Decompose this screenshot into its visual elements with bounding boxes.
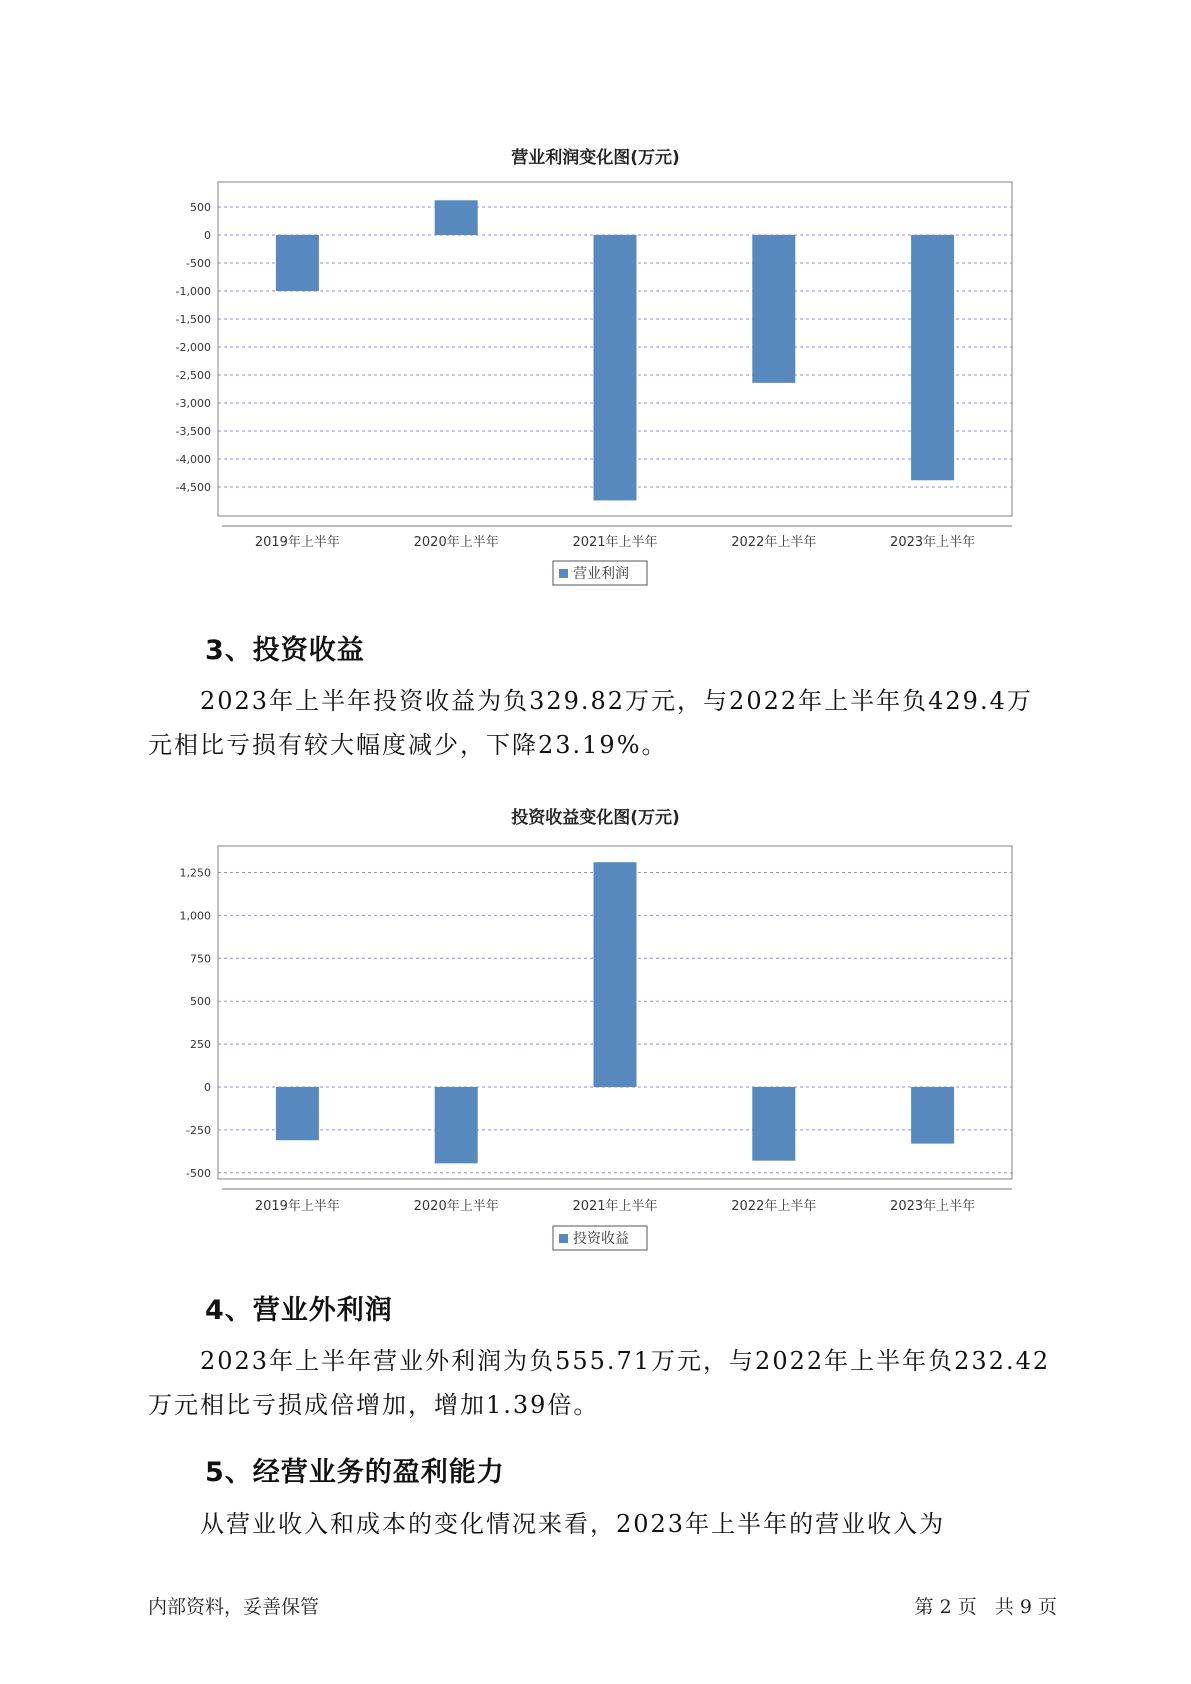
op-ytick-label: -4,500 xyxy=(175,481,211,494)
op-bar xyxy=(594,235,637,500)
op-legend-label: 营业利润 xyxy=(573,566,629,582)
inv-ytick-label: 0 xyxy=(204,1081,211,1094)
investment-income-chart xyxy=(0,828,1191,1252)
inv-legend-swatch xyxy=(559,1234,568,1243)
section4-heading: 4、营业外利润 xyxy=(205,1295,393,1326)
chart2-title: 投资收益变化图(万元) xyxy=(511,808,680,828)
inv-ytick-label: 1,250 xyxy=(179,866,211,880)
inv-bar xyxy=(435,1087,478,1163)
section3-paragraph: 2023年上半年投资收益为负329.82万元，与2022年上半年负429.4万元相比亏损有较大幅度减少，下降23.19%。 xyxy=(148,687,1033,759)
op-legend-swatch xyxy=(559,569,568,578)
op-ytick-label: 0 xyxy=(204,229,211,242)
section5-heading: 5、经营业务的盈利能力 xyxy=(205,1457,505,1488)
op-ytick-label: -2,000 xyxy=(175,341,211,354)
op-ytick-label: 500 xyxy=(190,201,211,214)
op-xtick-label: 2023年上半年 xyxy=(890,535,976,550)
section5-paragraph: 从营业收入和成本的变化情况来看，2023年上半年的营业收入为 xyxy=(200,1510,946,1538)
op-bar xyxy=(276,235,319,291)
inv-ytick-label: 1,000 xyxy=(179,909,211,923)
inv-ytick-label: 500 xyxy=(190,995,211,1009)
inv-legend-label: 投资收益 xyxy=(573,1231,629,1247)
inv-ytick-label: 750 xyxy=(190,952,211,966)
op-xtick-label: 2019年上半年 xyxy=(254,535,340,550)
inv-xtick-label: 2019年上半年 xyxy=(254,1199,340,1214)
op-ytick-label: -1,500 xyxy=(175,313,211,326)
operating-profit-chart xyxy=(0,168,1191,600)
op-xtick-label: 2020年上半年 xyxy=(413,535,499,550)
inv-xtick-label: 2020年上半年 xyxy=(413,1199,499,1214)
op-ytick-label: -2,500 xyxy=(175,369,211,382)
section4-paragraph: 2023年上半年营业外利润为负555.71万元，与2022年上半年负232.42万元相比亏损成倍增加，增加1.39倍。 xyxy=(148,1347,1051,1419)
op-xtick-label: 2022年上半年 xyxy=(731,535,817,550)
inv-ytick-label: -250 xyxy=(186,1123,211,1137)
op-ytick-label: -4,000 xyxy=(175,453,211,466)
inv-xtick-label: 2022年上半年 xyxy=(731,1199,817,1214)
op-ytick-label: -3,500 xyxy=(175,425,211,438)
inv-ytick-label: -500 xyxy=(186,1166,211,1180)
inv-bar xyxy=(276,1087,319,1140)
op-ytick-label: -3,000 xyxy=(175,397,211,410)
op-ytick-label: -500 xyxy=(186,257,211,270)
op-bar xyxy=(911,235,954,480)
inv-ytick-label: 250 xyxy=(190,1038,211,1052)
footer-page-number: 第 2 页 共 9 页 xyxy=(914,1596,1057,1618)
op-bar xyxy=(752,235,795,383)
inv-bar xyxy=(594,862,637,1087)
op-xtick-label: 2021年上半年 xyxy=(572,535,658,550)
inv-xtick-label: 2023年上半年 xyxy=(890,1199,976,1214)
op-bar xyxy=(435,200,478,235)
section3-heading: 3、投资收益 xyxy=(205,635,365,666)
inv-bar xyxy=(752,1087,795,1161)
inv-bar xyxy=(911,1087,954,1144)
footer-left: 内部资料，妥善保管 xyxy=(148,1596,320,1618)
inv-xtick-label: 2021年上半年 xyxy=(572,1199,658,1214)
chart1-title: 营业利润变化图(万元) xyxy=(511,148,680,168)
op-ytick-label: -1,000 xyxy=(175,285,211,298)
